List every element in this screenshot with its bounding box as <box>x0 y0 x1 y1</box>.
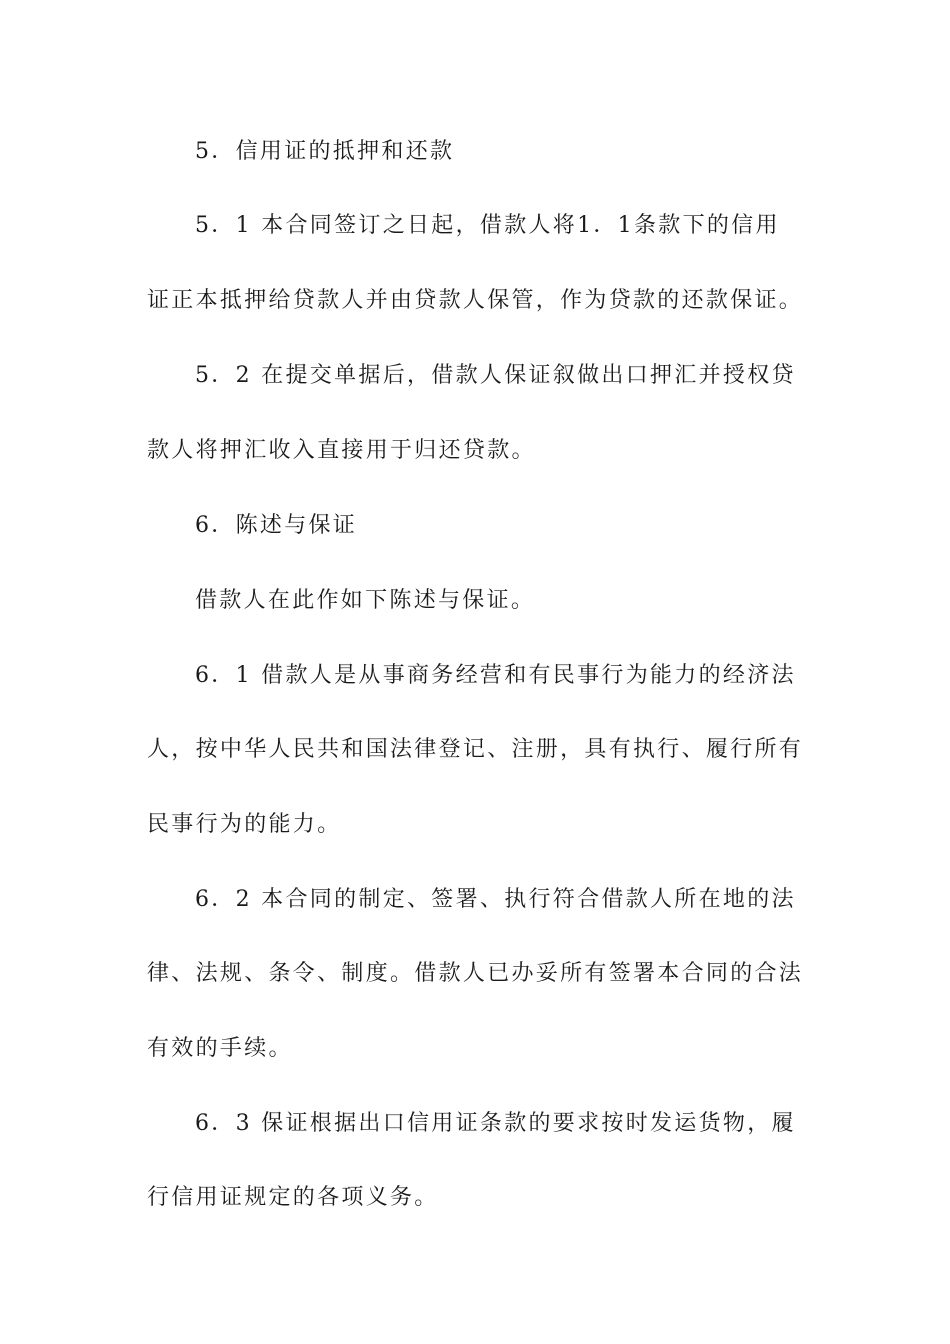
clause-5-1-line-1: 5．1 本合同签订之日起，借款人将1．1条款下的信用 <box>195 213 780 238</box>
clause-6-2-line-3: 有效的手续。 <box>147 1036 293 1061</box>
clause-6-1-line-2: 人，按中华人民共和国法律登记、注册，具有执行、履行所有 <box>147 737 804 762</box>
clause-5-2-line-2: 款人将押汇收入直接用于归还贷款。 <box>147 438 536 463</box>
clause-6-2-line-2: 律、法规、条令、制度。借款人已办妥所有签署本合同的合法 <box>147 961 804 986</box>
clause-6-2-line-1: 6．2 本合同的制定、签署、执行符合借款人所在地的法 <box>195 887 796 912</box>
clause-6-3-line-2: 行信用证规定的各项义务。 <box>147 1185 439 1210</box>
clause-6-1-line-3: 民事行为的能力。 <box>147 812 342 837</box>
section-6-intro: 借款人在此作如下陈述与保证。 <box>195 588 536 613</box>
clause-5-2-line-1: 5．2 在提交单据后，借款人保证叙做出口押汇并授权贷 <box>195 363 796 388</box>
clause-6-3-line-1: 6．3 保证根据出口信用证条款的要求按时发运货物，履 <box>195 1111 796 1136</box>
section-heading-6: 6．陈述与保证 <box>195 513 358 538</box>
section-heading-5: 5．信用证的抵押和还款 <box>195 139 455 164</box>
clause-5-1-line-2: 证正本抵押给贷款人并由贷款人保管，作为贷款的还款保证。 <box>147 288 804 313</box>
clause-6-1-line-1: 6．1 借款人是从事商务经营和有民事行为能力的经济法 <box>195 663 796 688</box>
